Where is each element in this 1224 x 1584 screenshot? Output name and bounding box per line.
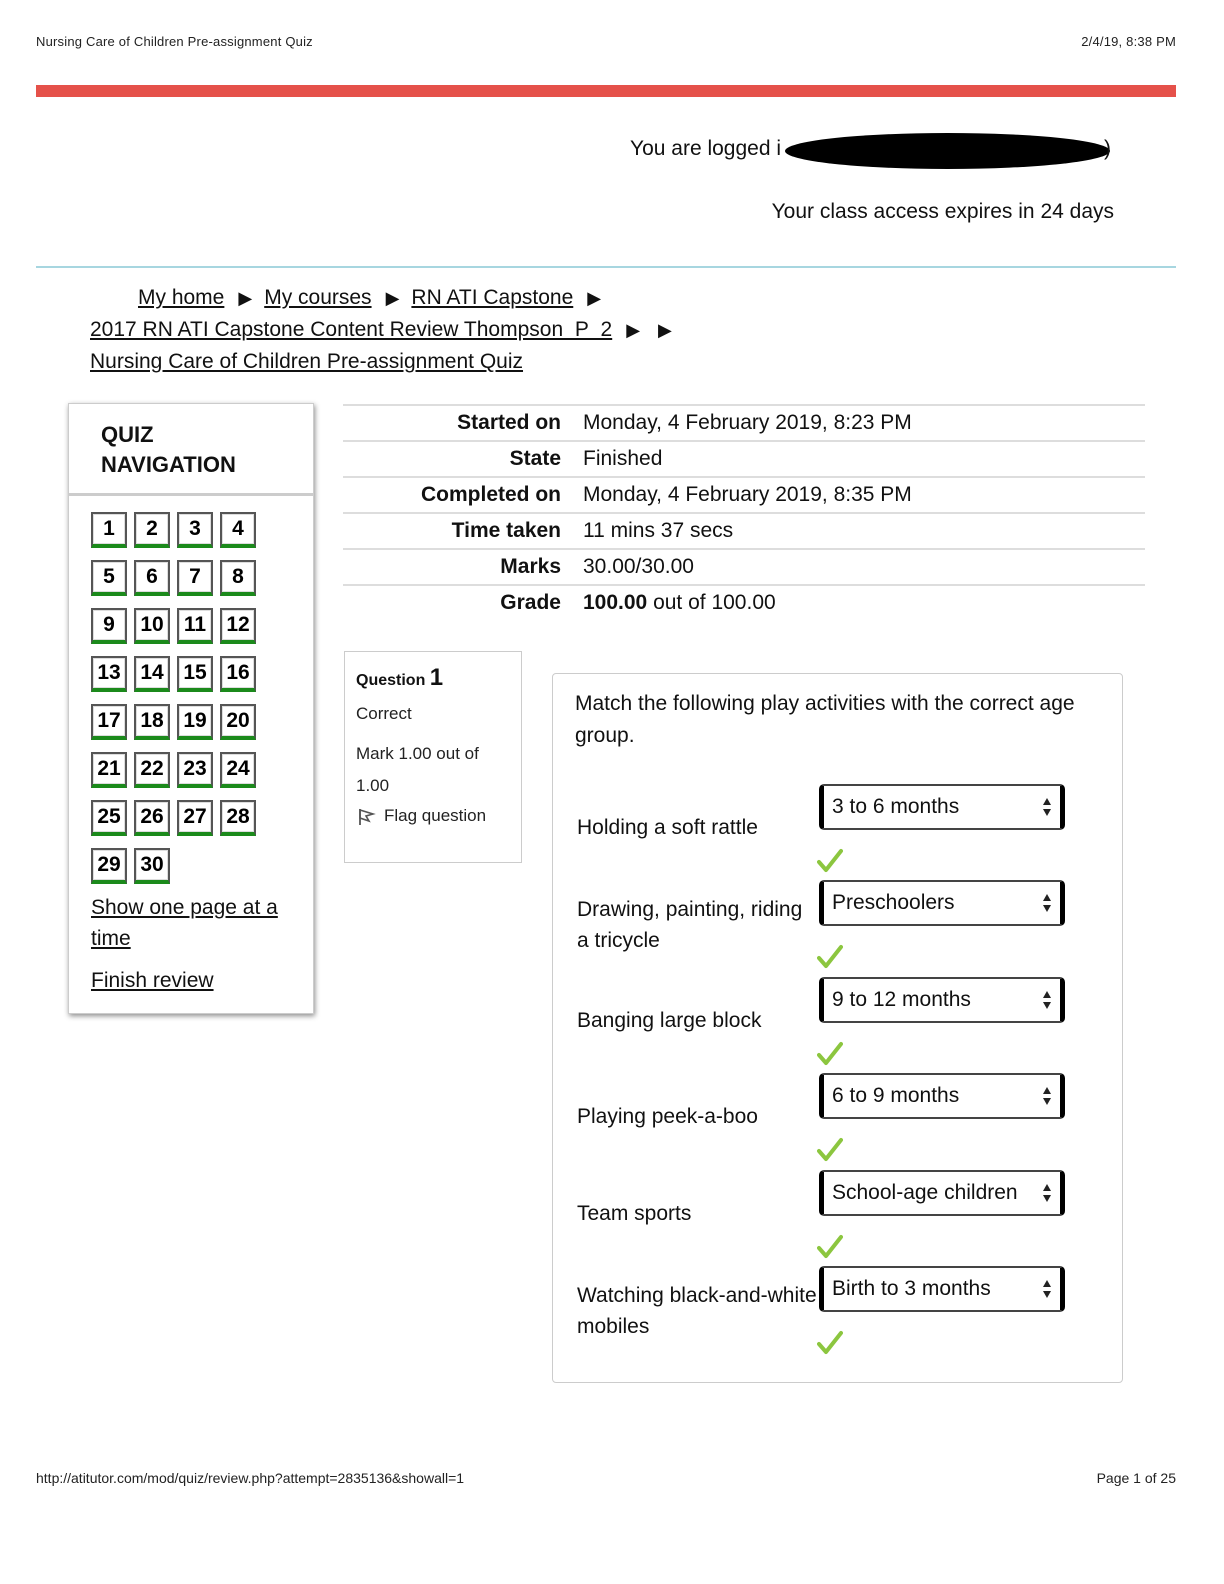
summary-label: Time taken	[451, 519, 561, 542]
match-item-label: Team sports	[577, 1202, 692, 1225]
match-item-label: Watching black-and-white mobiles	[577, 1284, 817, 1338]
select-arrows-icon	[1042, 795, 1052, 819]
login-info-suffix: )	[1104, 137, 1111, 160]
print-footer	[36, 1470, 1176, 1486]
question-nav-button-9[interactable]: 9	[91, 608, 127, 644]
summary-value: Finished	[583, 447, 663, 470]
correct-check-icon	[817, 848, 843, 874]
breadcrumb-quiz[interactable]: Nursing Care of Children Pre-assignment Quiz	[90, 350, 524, 373]
breadcrumb-content-review[interactable]: 2017 RN ATI Capstone Content Review Thompson_P_2	[90, 318, 613, 341]
finish-review-link[interactable]: Finish review	[91, 969, 214, 992]
match-answer-select[interactable]	[819, 1073, 1065, 1119]
question-nav-button-23[interactable]: 23	[177, 752, 213, 788]
question-nav-button-12[interactable]: 12	[220, 608, 256, 644]
summary-row	[343, 584, 1145, 620]
summary-row	[343, 404, 1145, 440]
question-nav-button-18[interactable]: 18	[134, 704, 170, 740]
question-nav-button-2[interactable]: 2	[134, 512, 170, 548]
question-mark-line1: Mark 1.00 out of	[356, 744, 479, 763]
question-mark-line2: 1.00	[356, 776, 390, 795]
header-bar	[36, 85, 1176, 97]
breadcrumb-separator: ▶	[587, 288, 602, 308]
breadcrumb-separator: ▶	[385, 288, 400, 308]
match-answer-select[interactable]	[819, 880, 1065, 926]
question-text: Match the following play activities with the correct age group.	[575, 692, 1075, 747]
summary-value	[583, 591, 1145, 615]
summary-row	[343, 476, 1145, 512]
summary-label: State	[509, 447, 561, 470]
question-number-value: 1	[429, 664, 444, 691]
select-arrows-icon	[1042, 1181, 1052, 1205]
question-nav-button-25[interactable]: 25	[91, 800, 127, 836]
question-nav-button-28[interactable]: 28	[220, 800, 256, 836]
question-nav-button-11[interactable]: 11	[177, 608, 213, 644]
question-nav-button-3[interactable]: 3	[177, 512, 213, 548]
question-nav-button-30[interactable]: 30	[134, 848, 170, 884]
quiz-navigation-title-line2: NAVIGATION	[101, 452, 236, 477]
question-number	[356, 664, 510, 692]
question-button-grid	[91, 512, 271, 884]
correct-check-icon	[817, 1137, 843, 1163]
question-nav-button-15[interactable]: 15	[177, 656, 213, 692]
print-title: Nursing Care of Children Pre-assignment Quiz	[36, 34, 313, 49]
question-nav-button-4[interactable]: 4	[220, 512, 256, 548]
print-url: http://atitutor.com/mod/quiz/review.php?attempt=2835136&showall=1	[36, 1470, 465, 1486]
question-nav-button-7[interactable]: 7	[177, 560, 213, 596]
question-status: Correct	[356, 704, 412, 723]
question-nav-button-10[interactable]: 10	[134, 608, 170, 644]
breadcrumb-separator: ▶	[626, 320, 641, 340]
quiz-navigation-title-line1: QUIZ	[101, 422, 154, 447]
match-answer-value: School-age children	[832, 1181, 1018, 1204]
access-expiry: Your class access expires in 24 days	[771, 200, 1114, 223]
question-nav-button-8[interactable]: 8	[220, 560, 256, 596]
match-answer-select[interactable]	[819, 1170, 1065, 1216]
match-answer-select[interactable]	[819, 784, 1065, 830]
summary-label: Grade	[500, 591, 561, 614]
correct-check-icon	[817, 944, 843, 970]
summary-value: 30.00/30.00	[583, 555, 694, 578]
question-nav-button-20[interactable]: 20	[220, 704, 256, 740]
question-info-box	[344, 651, 522, 863]
match-answer-value: 6 to 9 months	[832, 1084, 960, 1107]
question-mark	[356, 738, 510, 802]
breadcrumb-course[interactable]: RN ATI Capstone	[411, 286, 574, 309]
question-nav-button-6[interactable]: 6	[134, 560, 170, 596]
breadcrumb-separator: ▶	[238, 288, 253, 308]
correct-check-icon	[817, 1330, 843, 1356]
summary-value: Monday, 4 February 2019, 8:23 PM	[583, 411, 912, 434]
select-arrows-icon	[1042, 891, 1052, 915]
summary-label: Started on	[457, 411, 561, 434]
print-page-number: Page 1 of 25	[1096, 1470, 1176, 1486]
breadcrumb-my-home[interactable]: My home	[138, 286, 225, 309]
grade-value: 100.00	[583, 591, 648, 614]
correct-check-icon	[817, 1041, 843, 1067]
print-datetime: 2/4/19, 8:38 PM	[1081, 34, 1176, 49]
summary-row	[343, 512, 1145, 548]
summary-value: 11 mins 37 secs	[583, 519, 734, 542]
question-nav-button-13[interactable]: 13	[91, 656, 127, 692]
match-item-label: Holding a soft rattle	[577, 816, 758, 839]
question-nav-button-24[interactable]: 24	[220, 752, 256, 788]
login-info: You are logged i	[630, 137, 782, 160]
flag-icon	[356, 806, 376, 826]
show-one-page-link[interactable]: Show one page at a time	[91, 896, 278, 950]
divider	[36, 266, 1176, 268]
match-answer-value: 3 to 6 months	[832, 795, 960, 818]
summary-row	[343, 548, 1145, 584]
question-nav-button-1[interactable]: 1	[91, 512, 127, 548]
question-label: Question	[356, 672, 426, 689]
match-answer-select[interactable]	[819, 1266, 1065, 1312]
breadcrumb-my-courses[interactable]: My courses	[264, 286, 372, 309]
breadcrumb	[90, 282, 790, 377]
correct-check-icon	[817, 1234, 843, 1260]
grade-out-of: out of 100.00	[647, 591, 776, 614]
question-nav-button-17[interactable]: 17	[91, 704, 127, 740]
match-answer-value: 9 to 12 months	[832, 988, 971, 1011]
flag-question-button[interactable]	[356, 806, 510, 826]
question-nav-button-21[interactable]: 21	[91, 752, 127, 788]
print-header	[36, 34, 1176, 49]
question-nav-button-22[interactable]: 22	[134, 752, 170, 788]
question-nav-button-14[interactable]: 14	[134, 656, 170, 692]
question-nav-button-16[interactable]: 16	[220, 656, 256, 692]
match-answer-value: Birth to 3 months	[832, 1277, 991, 1300]
summary-label: Marks	[500, 555, 561, 578]
breadcrumb-separator: ▶	[658, 320, 672, 340]
attempt-summary-table	[343, 404, 1145, 620]
match-item-label: Playing peek-a-boo	[577, 1105, 758, 1128]
quiz-navigation-title	[69, 404, 313, 496]
redaction-mark	[785, 133, 1110, 169]
quiz-navigation-block	[68, 403, 314, 1014]
match-item-label: Drawing, painting, riding a tricycle	[577, 898, 803, 952]
select-arrows-icon	[1042, 1277, 1052, 1301]
summary-label: Completed on	[421, 483, 561, 506]
match-answer-select[interactable]	[819, 977, 1065, 1023]
question-content	[552, 673, 1123, 1383]
question-nav-button-26[interactable]: 26	[134, 800, 170, 836]
summary-row	[343, 440, 1145, 476]
question-nav-button-29[interactable]: 29	[91, 848, 127, 884]
question-nav-button-19[interactable]: 19	[177, 704, 213, 740]
question-nav-button-27[interactable]: 27	[177, 800, 213, 836]
match-answer-value: Preschoolers	[832, 891, 955, 914]
summary-value: Monday, 4 February 2019, 8:35 PM	[583, 483, 912, 506]
match-item-label: Banging large block	[577, 1009, 762, 1032]
flag-question-label: Flag question	[384, 806, 487, 825]
select-arrows-icon	[1042, 988, 1052, 1012]
select-arrows-icon	[1042, 1084, 1052, 1108]
question-nav-button-5[interactable]: 5	[91, 560, 127, 596]
